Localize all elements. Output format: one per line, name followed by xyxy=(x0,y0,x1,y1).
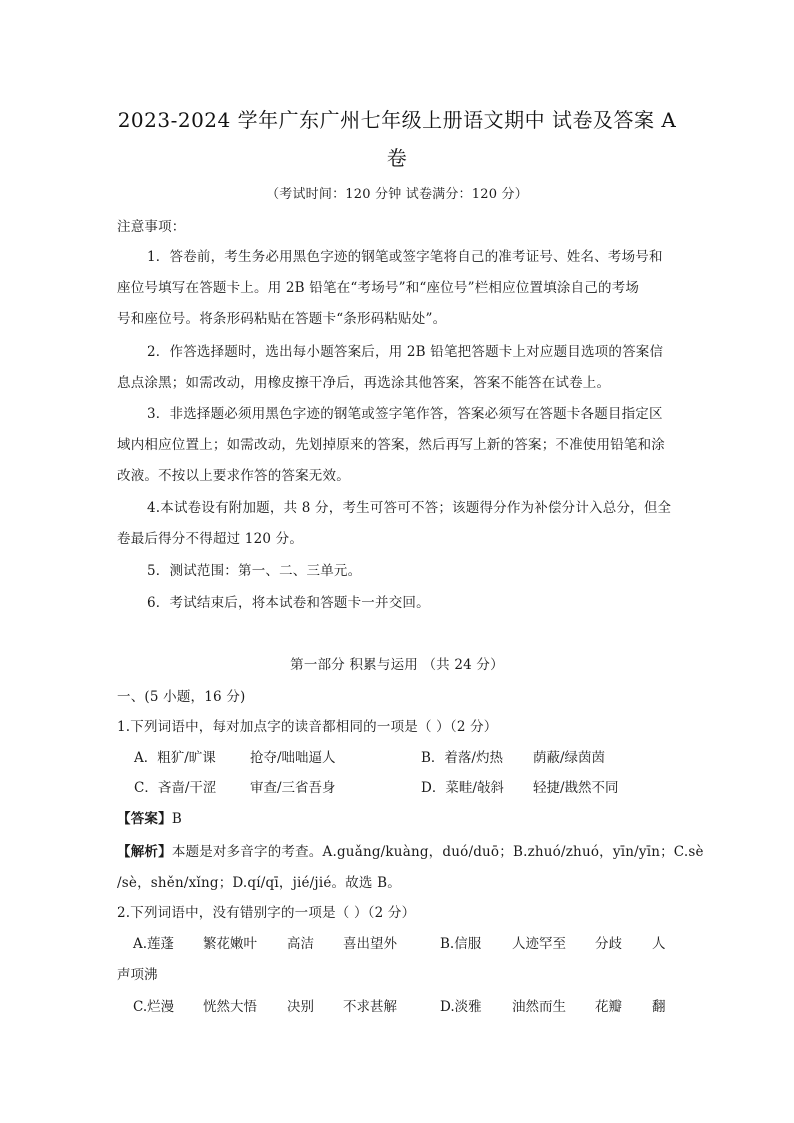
notice-item6: 6．考试结束后，将本试卷和答题卡一并交回。 xyxy=(147,595,430,611)
q2-option-c-word1: C.烂漫 xyxy=(133,999,175,1015)
q1-option-a-pair1: A．粗犷/旷课 xyxy=(134,750,216,766)
q2-option-d-word1: D.淡雅 xyxy=(440,999,482,1015)
q2-option-b-wrap: 声项沸 xyxy=(117,967,158,983)
analysis-tag: 【解析】 xyxy=(117,844,172,860)
q2-option-c-word4: 不求甚解 xyxy=(343,999,397,1015)
part1-heading: 第一部分 积累与运用 （共 24 分） xyxy=(290,657,504,673)
notice-item2-line1: 2．作答选择题时，选出每小题答案后，用 2B 铅笔把答题卡上对应题目选项的答案信 xyxy=(147,344,664,360)
notice-item4-line2: 卷最后得分不得超过 120 分。 xyxy=(117,531,304,547)
notice-item1-line3: 号和座位号。将条形码粘贴在答题卡“条形码粘贴处”。 xyxy=(117,311,447,327)
q2-option-b-word3: 分歧 xyxy=(595,936,622,952)
q1-stem: 1.下列词语中，每对加点字的读音都相同的一项是（ ）（2 分） xyxy=(117,719,498,735)
q1-option-c-pair2: 审查/三省吾身 xyxy=(250,780,336,796)
q2-option-a-word3: 高洁 xyxy=(287,936,314,952)
exam-subtitle: （考试时间：120 分钟 试卷满分：120 分） xyxy=(266,187,528,202)
answer-tag: 【答案】 xyxy=(117,811,172,827)
q1-analysis-line1 xyxy=(117,843,704,861)
q2-option-d-word2: 油然而生 xyxy=(512,999,566,1015)
exam-title-line2: 卷 xyxy=(386,146,408,170)
q2-option-b-word4: 人 xyxy=(652,936,666,952)
q1-answer xyxy=(117,810,182,828)
q2-option-b-word2: 人迹罕至 xyxy=(512,936,566,952)
q2-option-d-word4: 翻 xyxy=(652,999,666,1015)
notice-item3-line3: 改液。不按以上要求作答的答案无效。 xyxy=(117,468,350,484)
q1-option-b-pair2: 荫蔽/绿茵茵 xyxy=(533,750,606,766)
q1-option-a-pair2: 抢夺/咄咄逼人 xyxy=(250,750,336,766)
analysis-text: 本题是对多音字的考查。A.guǎng/kuàng，duó/duō；B.zhuó/zhuó，yīn/yīn；C.sè xyxy=(171,844,704,860)
q1-option-c-pair1: C．吝啬/干涩 xyxy=(134,780,217,796)
q2-option-a-word4: 喜出望外 xyxy=(343,936,397,952)
notice-heading: 注意事项： xyxy=(117,219,186,235)
q1-option-d-pair2: 轻捷/戡然不同 xyxy=(533,780,619,796)
q2-option-c-word2: 恍然大悟 xyxy=(203,999,257,1015)
notice-item5: 5．测试范围：第一、二、三单元。 xyxy=(147,563,362,579)
q2-option-b-word1: B.信服 xyxy=(440,936,482,952)
q2-option-a-word1: A.莲蓬 xyxy=(133,936,175,952)
q2-option-a-word2: 繁花嫩叶 xyxy=(203,936,257,952)
exam-title-line1: 2023-2024 学年广东广州七年级上册语文期中 试卷及答案 A xyxy=(117,108,677,132)
q2-option-c-word3: 决别 xyxy=(287,999,314,1015)
notice-item3-line1: 3．非选择题必须用黑色字迹的钢笔或签字笔作答，答案必须写在答题卡各题目指定区 xyxy=(147,406,663,422)
q2-stem: 2.下列词语中，没有错别字的一项是（ ）（2 分） xyxy=(117,905,416,921)
notice-item1-line1: 1．答卷前，考生务必用黑色字迹的钢笔或签字笔将自己的准考证号、姓名、考场号和 xyxy=(147,249,663,265)
q1-analysis-line2: /sè，shěn/xǐng；D.qí/qī，jié/jié。故选 B。 xyxy=(117,875,401,891)
section1-heading: 一、(5 小题，16 分) xyxy=(117,689,246,705)
q2-option-d-word3: 花瓣 xyxy=(595,999,622,1015)
notice-item2-line2: 息点涂黑；如需改动，用橡皮擦干净后，再选涂其他答案，答案不能答在试卷上。 xyxy=(117,375,611,391)
notice-item3-line2: 域内相应位置上；如需改动，先划掉原来的答案，然后再写上新的答案；不准使用铅笔和涂 xyxy=(117,437,665,453)
q1-option-b-pair1: B．着落/灼热 xyxy=(421,750,503,766)
q1-option-d-pair1: D．菜畦/敧斜 xyxy=(421,780,504,796)
notice-item1-line2: 座位号填写在答题卡上。用 2B 铅笔在“考场号”和“座位号”栏相应位置填涂自己的考场 xyxy=(117,280,640,296)
notice-item4-line1: 4.本试卷设有附加题，共 8 分，考生可答可不答；该题得分作为补偿分计入总分，但全 xyxy=(147,500,672,516)
answer-value: B xyxy=(171,811,182,827)
